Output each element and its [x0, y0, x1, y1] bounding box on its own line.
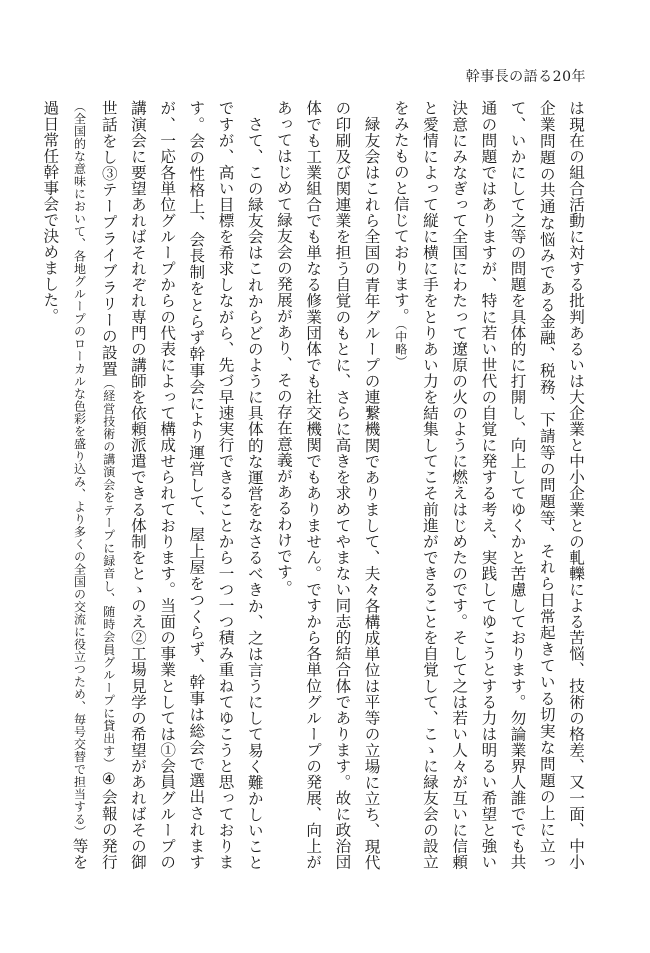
newsletter-note: （全国的な意味において、各地グループのローカルな色彩を盛り込み、より多くの全国の交流に役立つため、毎号交替で担当する） [72, 100, 87, 838]
paragraph-1 [386, 100, 590, 870]
paragraph-3-text: さて、この緑友会はこれからどのように具体的な運営をなさるべきか、之は言うにして易く難かしいことですが、高い目標を希求しながら、先づ早速実行できることから一つ一つ積み重ねてゆこうと思っております。会の性格上、会長制をとらず幹事会により運営して、屋上屋をつくらず、幹事は総会で選出されますが、一応各単位グループからの代表によって構成せられております。当面の事業としては①会員グループの講演会に要望あればそれぞれ専門の講師を依頼派遣できる体制をとゝのえ②工場見学の希望があればその御世話をし③テープライブラリーの設置 [99, 100, 264, 870]
paragraph-3 [35, 100, 269, 870]
paragraph-2 [269, 100, 386, 870]
omission-note: （中略） [393, 324, 408, 368]
running-head: 幹事長の語る20年 [465, 69, 586, 85]
article-body [41, 100, 590, 871]
paragraph-3-end-text: 等を過日常任幹事会で決めました。 [41, 100, 89, 870]
paragraph-2-text: 緑友会はこれら全国の青年グループの連繋機関でありまして、夫々各構成単位は平等の立場に立ち、現代の印刷及び関連業を担う自覚のもとに、さらに高きを求めてやまない同志的結合体であります。故に政治団体でも工業組合でも単なる修業団体でも社交機関でもありません。ですから各単位グループの発展、向上があってはじめて緑友会の発展があり、その存在意義があるわけです。 [274, 100, 381, 870]
paragraph-3-mid-text: ④会報の発行 [99, 770, 118, 871]
tape-library-note: （経営技術の講演会をテープに録音し、随時会員グループに貸出す） [101, 376, 116, 771]
paragraph-1-text: は現在の組合活動に対する批判あるいは大企業と中小企業との軋轢による苦悩、技術の格差、又一面、中小企業問題の共通な悩みである金融、税務、下請等の問題等、それら日常起きている切実な問題の上に立って、いかにして之等の問題を具体的に打開し、向上してゆくかと苦慮しております。勿論業界人誰ででも共通の問題ではありますが、特に若い世代の自覚に発する考え、実践してゆこうとする力は明るい希望と強い決意にみなぎって全国にわたって遼原の火のように燃えはじめたのです。そして之は若い人々が互いに信頼と愛情によって縦に横に手をとりあい力を結集してこそ前進ができることを自覚して、こゝに緑友会の設立をみたものと信じております。 [391, 100, 585, 870]
